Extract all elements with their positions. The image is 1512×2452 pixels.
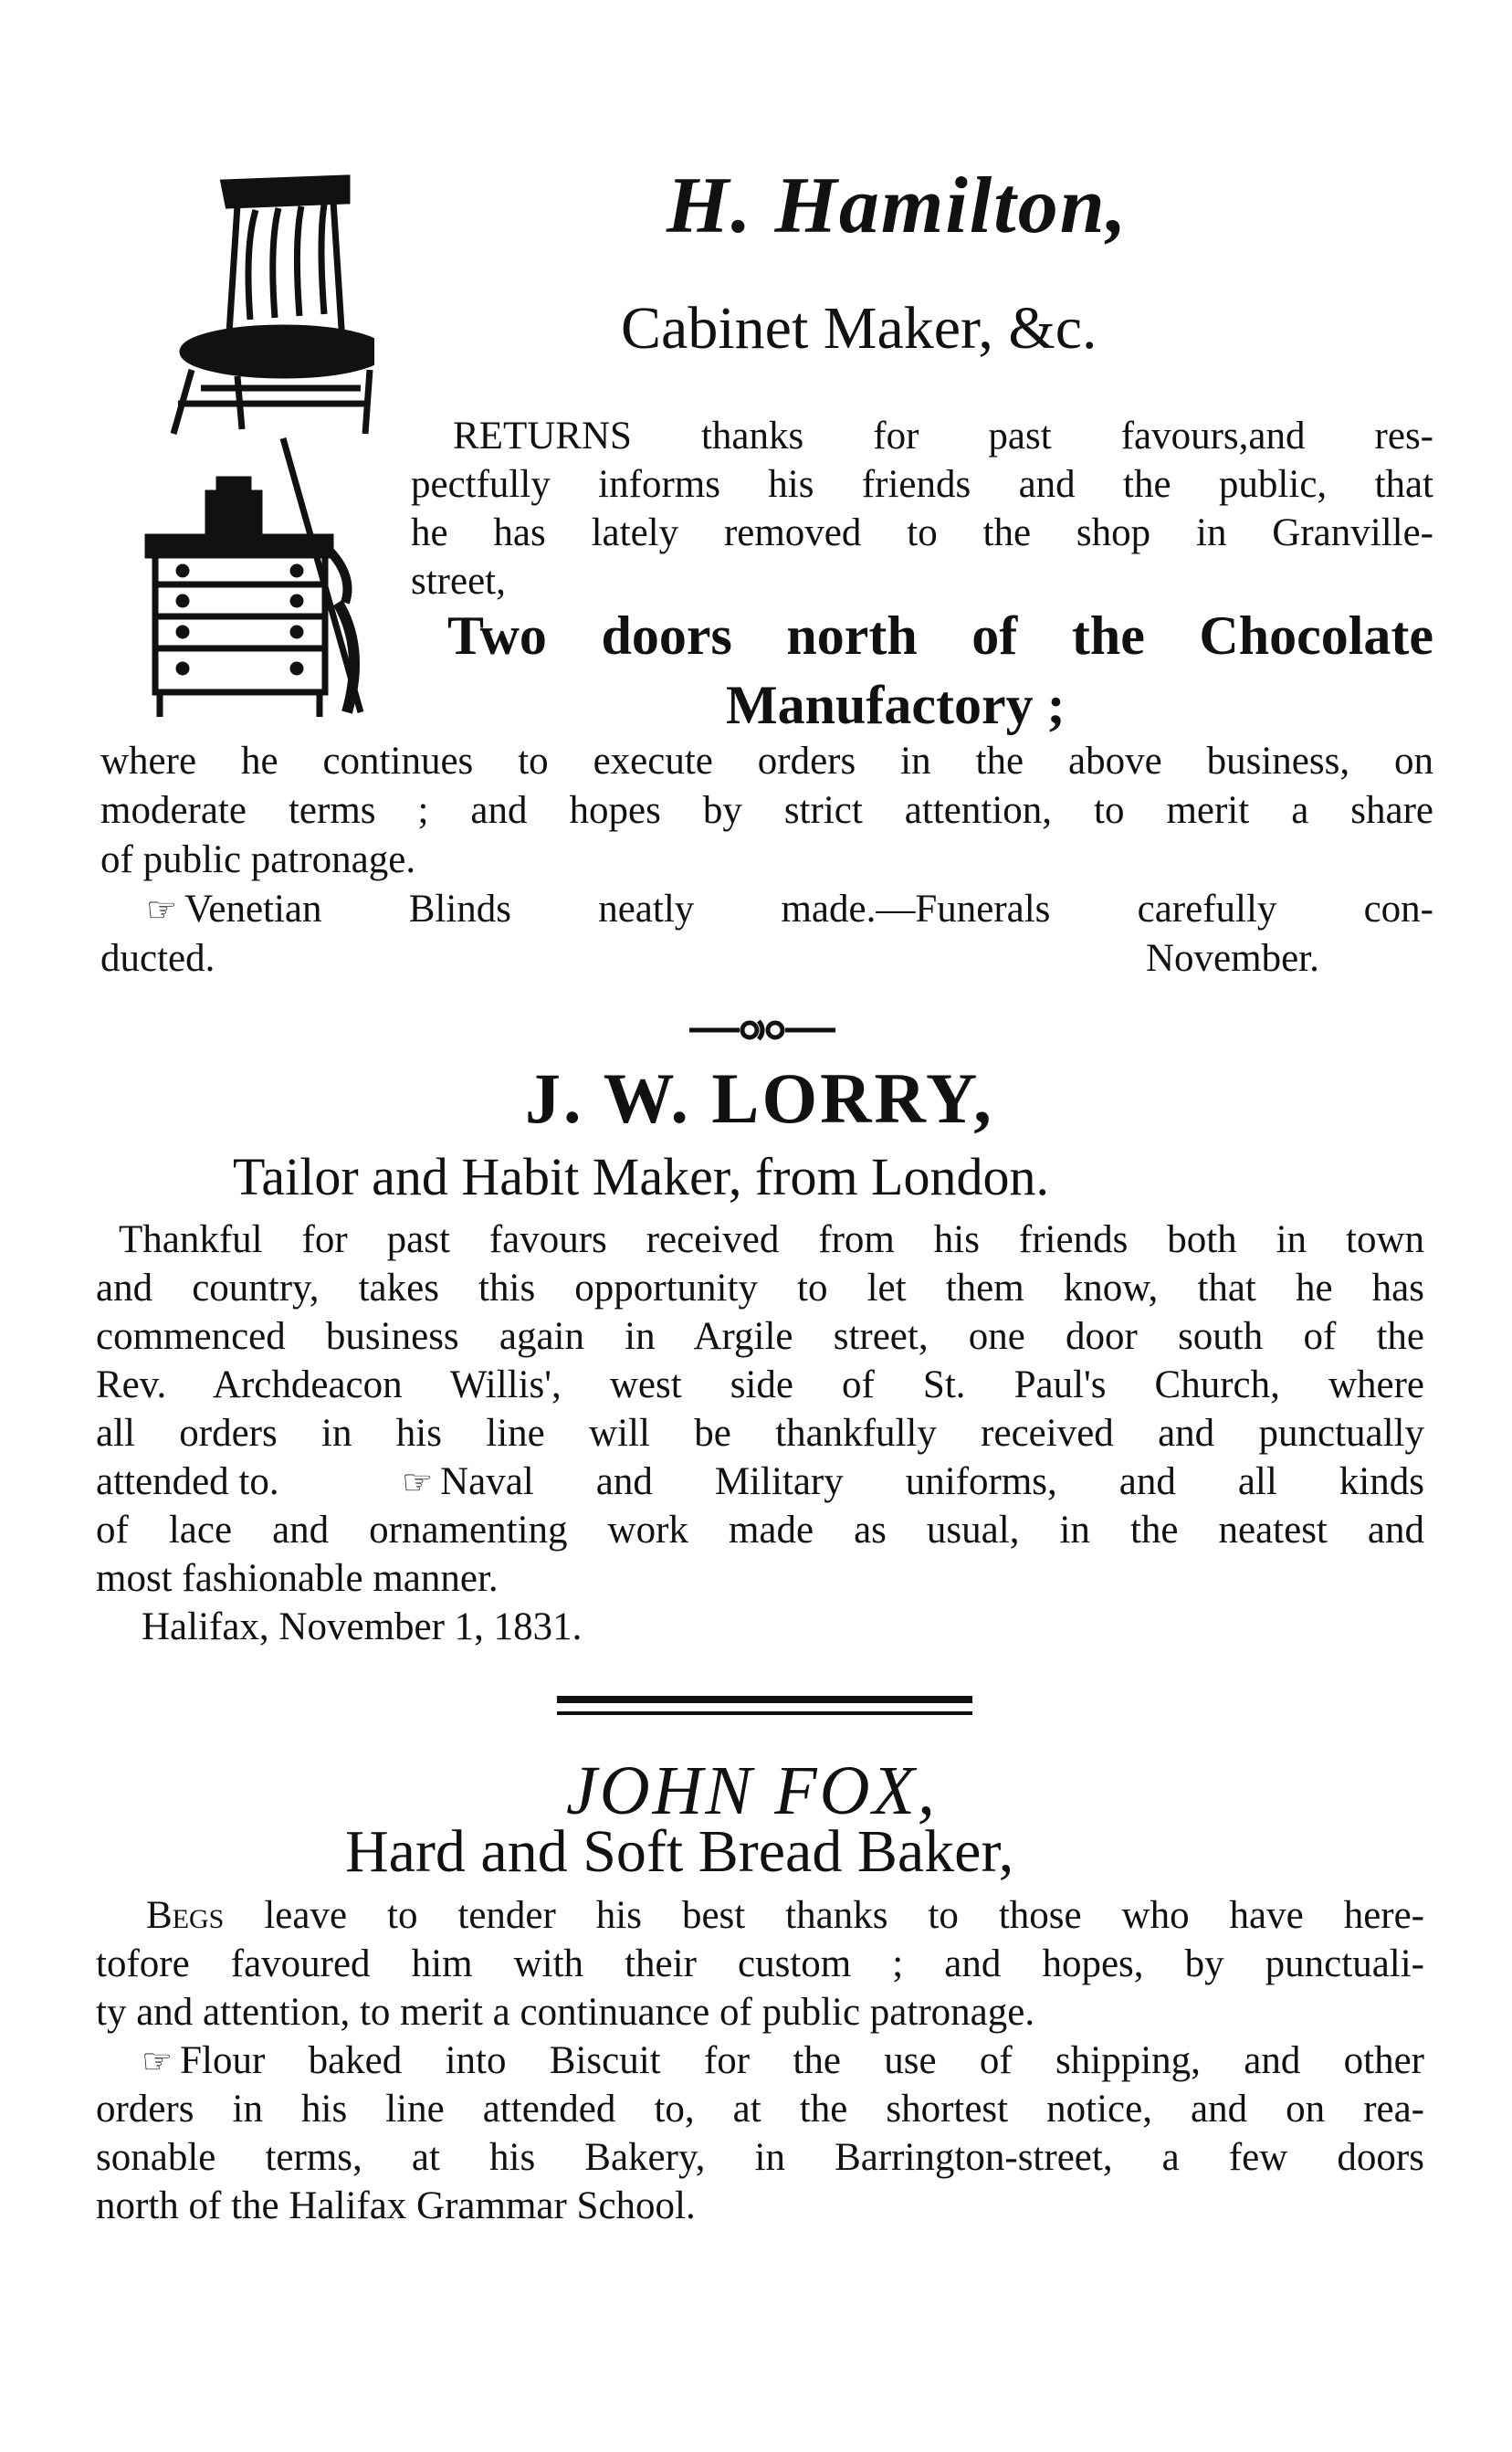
pointing-hand-icon: ☞ — [402, 1462, 434, 1502]
lorry-line-8: most fashionable manner. — [96, 1557, 499, 1600]
lorry-uniforms-text: Naval and Military uniforms, and all kinds — [440, 1460, 1424, 1503]
fox-line-1-text: leave to tender his best thanks to those who have here- — [264, 1894, 1425, 1937]
fox-trade: Hard and Soft Bread Baker, — [345, 1818, 1014, 1885]
pointing-hand-icon: ☞ — [142, 2041, 173, 2081]
hamilton-cont-line-2: moderate terms ; and hopes by strict attention, to merit a share — [100, 789, 1433, 832]
fox-flour-text: Flour baked into Biscuit for the use of shipping, and other — [180, 2039, 1424, 2082]
hamilton-cont-line-1: where he continues to execute orders in the above business, on — [100, 740, 1433, 783]
lorry-trade: Tailor and Habit Maker, from London. — [233, 1147, 1049, 1206]
lorry-line-7: of lace and ornamenting work made as usual, in the neatest and — [96, 1509, 1424, 1552]
lorry-name: J. W. LORRY, — [525, 1058, 994, 1138]
dresser-icon — [128, 429, 420, 731]
fox-line-1 — [146, 1892, 1424, 1940]
lorry-line-6: attended to. — [96, 1460, 279, 1503]
hamilton-note-text: Venetian Blinds neatly made.—Funerals carefully con- — [184, 888, 1433, 931]
fox-line-7: north of the Halifax Grammar School. — [96, 2184, 696, 2227]
fox-name: JOHN FOX, — [566, 1752, 938, 1829]
hamilton-cont-line-3: of public patronage. — [100, 838, 416, 881]
fox-line-4 — [142, 2037, 1424, 2085]
lorry-date: Halifax, November 1, 1831. — [142, 1605, 583, 1648]
hamilton-date: November. — [1146, 937, 1319, 980]
section-rule-thin — [557, 1711, 972, 1715]
lorry-line-3: commenced business again in Argile street, one door south of the — [96, 1315, 1424, 1358]
lorry-line-1: Thankful for past favours received from his friends both in town — [119, 1218, 1424, 1261]
lorry-line-6b — [402, 1458, 1424, 1506]
pointing-hand-icon: ☞ — [146, 889, 178, 930]
hamilton-para-line-1: RETURNS thanks for past favours,and res- — [453, 415, 1433, 458]
hamilton-para-line-4: street, — [411, 560, 506, 603]
fox-line-3: ty and attention, to merit a continuance of public patronage. — [96, 1991, 1035, 2034]
lorry-line-2: and country, takes this opportunity to let them know, that he has — [96, 1267, 1424, 1310]
hamilton-location-line-2: Manufactory ; — [726, 675, 1066, 735]
fox-line-2: tofore favoured him with their custom ; and hopes, by punctuali- — [96, 1942, 1424, 1985]
fox-line-5: orders in his line attended to, at the shortest notice, and on rea- — [96, 2088, 1424, 2131]
hamilton-para-line-3: he has lately removed to the shop in Granville- — [411, 511, 1433, 554]
lorry-line-5: all orders in his line will be thankfully received and punctually — [96, 1412, 1424, 1455]
section-rule — [557, 1696, 972, 1703]
hamilton-note-line-2: ducted. — [100, 937, 215, 980]
lorry-line-4: Rev. Archdeacon Willis', west side of St. Paul's Church, where — [96, 1363, 1424, 1406]
fox-begs: Begs — [146, 1894, 225, 1937]
hamilton-para-line-2: pectfully informs his friends and the public, that — [411, 463, 1433, 506]
hamilton-note-line-1 — [146, 886, 1433, 933]
hamilton-trade: Cabinet Maker, &c. — [621, 295, 1097, 362]
hamilton-location-line-1: Two doors north of the Chocolate — [447, 605, 1433, 666]
ornament-divider-icon — [689, 1016, 835, 1044]
fox-line-6: sonable terms, at his Bakery, in Barrington-street, a few doors — [96, 2136, 1424, 2179]
hamilton-name: H. Hamilton, — [667, 162, 1129, 250]
chair-icon — [137, 164, 374, 438]
